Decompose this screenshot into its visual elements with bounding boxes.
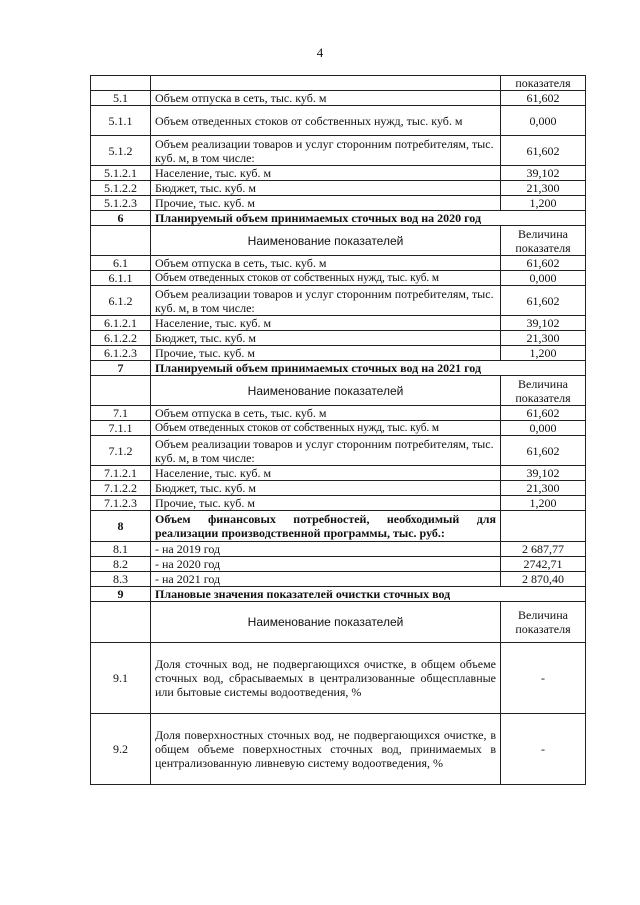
row-number: 9.1 <box>91 643 151 714</box>
row-value: 61,602 <box>501 256 586 271</box>
table-row <box>91 166 586 181</box>
row-value: - <box>501 643 586 714</box>
row-label: Прочие, тыс. куб. м <box>151 346 501 361</box>
row-label: Объем реализации товаров и услуг сторонним потребителям, тыс. куб. м, в том числе: <box>151 136 501 166</box>
row-number: 8.2 <box>91 557 151 572</box>
section-title: Планируемый объем принимаемых сточных вод на 2021 год <box>151 361 586 376</box>
row-number: 6.1.2 <box>91 286 151 316</box>
row-value: 0,000 <box>501 271 586 286</box>
row-value: 1,200 <box>501 346 586 361</box>
row-label: - на 2019 год <box>151 542 501 557</box>
table-row <box>91 466 586 481</box>
table-row <box>91 271 586 286</box>
section-heading <box>91 587 586 602</box>
row-number: 5.1.1 <box>91 106 151 136</box>
table-row <box>91 406 586 421</box>
section-number: 6 <box>91 211 151 226</box>
row-value: 21,300 <box>501 331 586 346</box>
table-row <box>91 481 586 496</box>
row-value: 21,300 <box>501 181 586 196</box>
row-value: 61,602 <box>501 91 586 106</box>
row-label: Объем отведенных стоков от собственных нужд, тыс. куб. м <box>151 106 501 136</box>
row-value: 1,200 <box>501 496 586 511</box>
row-value: - <box>501 714 586 785</box>
row-number: 5.1.2 <box>91 136 151 166</box>
row-label: Бюджет, тыс. куб. м <box>151 181 501 196</box>
row-label: Бюджет, тыс. куб. м <box>151 481 501 496</box>
table-row <box>91 286 586 316</box>
row-value: 61,602 <box>501 286 586 316</box>
section-number: 9 <box>91 587 151 602</box>
row-number: 8.1 <box>91 542 151 557</box>
row-label: Объем отведенных стоков от собственных нужд, тыс. куб. м <box>151 421 501 436</box>
table-row <box>91 714 586 785</box>
section-heading <box>91 361 586 376</box>
section-number: 7 <box>91 361 151 376</box>
table-row <box>91 256 586 271</box>
row-value: 0,000 <box>501 421 586 436</box>
row-label: Объем отпуска в сеть, тыс. куб. м <box>151 91 501 106</box>
row-value: 61,602 <box>501 136 586 166</box>
name-column-header: Наименование показателей <box>151 226 501 256</box>
row-value: 21,300 <box>501 481 586 496</box>
row-number: 7.1.2.2 <box>91 481 151 496</box>
row-number: 6.1 <box>91 256 151 271</box>
row-number: 6.1.2.3 <box>91 346 151 361</box>
table-row <box>91 331 586 346</box>
row-value: 39,102 <box>501 166 586 181</box>
name-column-header: Наименование показателей <box>151 602 501 643</box>
section-title: Планируемый объем принимаемых сточных вод на 2020 год <box>151 211 586 226</box>
row-value: 61,602 <box>501 406 586 421</box>
row-number: 6.1.2.1 <box>91 316 151 331</box>
table-row <box>91 436 586 466</box>
row-number: 7.1.2.1 <box>91 466 151 481</box>
table-cell <box>91 226 151 256</box>
table-row <box>91 196 586 211</box>
row-number: 6.1.1 <box>91 271 151 286</box>
row-number: 7.1.1 <box>91 421 151 436</box>
table-row <box>91 542 586 557</box>
row-number: 6.1.2.2 <box>91 331 151 346</box>
row-label: - на 2020 год <box>151 557 501 572</box>
row-number: 9.2 <box>91 714 151 785</box>
page-number: 4 <box>316 45 324 60</box>
table-cell <box>91 76 151 91</box>
name-column-header: Наименование показателей <box>151 376 501 406</box>
row-label: Население, тыс. куб. м <box>151 466 501 481</box>
value-column-header: Величина показателя <box>501 376 586 406</box>
row-label: Население, тыс. куб. м <box>151 166 501 181</box>
value-column-header: Величина показателя <box>501 602 586 643</box>
row-label: Объем отпуска в сеть, тыс. куб. м <box>151 406 501 421</box>
table-row <box>91 106 586 136</box>
column-header-row <box>91 226 586 256</box>
row-value: 2742,71 <box>501 557 586 572</box>
section-heading <box>91 211 586 226</box>
row-label: Объем реализации товаров и услуг сторонним потребителям, тыс. куб. м, в том числе: <box>151 436 501 466</box>
value-column-header: Величина показателя <box>501 226 586 256</box>
row-number: 7.1.2 <box>91 436 151 466</box>
row-value: 39,102 <box>501 466 586 481</box>
table-row <box>91 496 586 511</box>
row-label: Прочие, тыс. куб. м <box>151 196 501 211</box>
row-label: Объем отпуска в сеть, тыс. куб. м <box>151 256 501 271</box>
row-value: 0,000 <box>501 106 586 136</box>
table-row <box>91 181 586 196</box>
table-row <box>91 557 586 572</box>
table-header-continuation <box>91 76 586 91</box>
row-label: Объем реализации товаров и услуг сторонним потребителям, тыс. куб. м, в том числе: <box>151 286 501 316</box>
row-label: Объем отведенных стоков от собственных нужд, тыс. куб. м <box>151 271 501 286</box>
section-heading <box>91 511 586 542</box>
table-row <box>91 572 586 587</box>
row-value: 1,200 <box>501 196 586 211</box>
row-value: 2 687,77 <box>501 542 586 557</box>
row-label: Бюджет, тыс. куб. м <box>151 331 501 346</box>
table-row <box>91 136 586 166</box>
row-label: Прочие, тыс. куб. м <box>151 496 501 511</box>
table-row <box>91 346 586 361</box>
row-number: 8.3 <box>91 572 151 587</box>
column-header-row <box>91 602 586 643</box>
table-cell <box>91 376 151 406</box>
table-row <box>91 91 586 106</box>
table-cell <box>91 602 151 643</box>
table-cell <box>151 76 501 91</box>
row-label: Население, тыс. куб. м <box>151 316 501 331</box>
column-header-row <box>91 376 586 406</box>
row-number: 5.1.2.2 <box>91 181 151 196</box>
row-value: 39,102 <box>501 316 586 331</box>
row-number: 5.1.2.1 <box>91 166 151 181</box>
row-number: 7.1 <box>91 406 151 421</box>
row-value: 61,602 <box>501 436 586 466</box>
table-row <box>91 316 586 331</box>
row-value: 2 870,40 <box>501 572 586 587</box>
row-label: Доля сточных вод, не подвергающихся очистке, в общем объеме сточных вод, сбрасываемых в централизованные общесплавные или бытовые системы водоотведения, % <box>151 643 501 714</box>
row-label: - на 2021 год <box>151 572 501 587</box>
row-number: 5.1.2.3 <box>91 196 151 211</box>
row-label: Доля поверхностных сточных вод, не подвергающихся очистке, в общем объеме поверхностных сточных вод, принимаемых в централизованную ливневую систему водоотведения, % <box>151 714 501 785</box>
table-cell <box>501 511 586 542</box>
section-number: 8 <box>91 511 151 542</box>
table-row <box>91 643 586 714</box>
row-number: 7.1.2.3 <box>91 496 151 511</box>
row-number: 5.1 <box>91 91 151 106</box>
value-column-header-tail: показателя <box>501 76 586 91</box>
section-title: Объем финансовых потребностей, необходимый для реализации производственной программы, тыс. руб.: <box>151 511 501 542</box>
indicators-table <box>90 75 586 785</box>
section-title: Плановые значения показателей очистки сточных вод <box>151 587 586 602</box>
table-row <box>91 421 586 436</box>
